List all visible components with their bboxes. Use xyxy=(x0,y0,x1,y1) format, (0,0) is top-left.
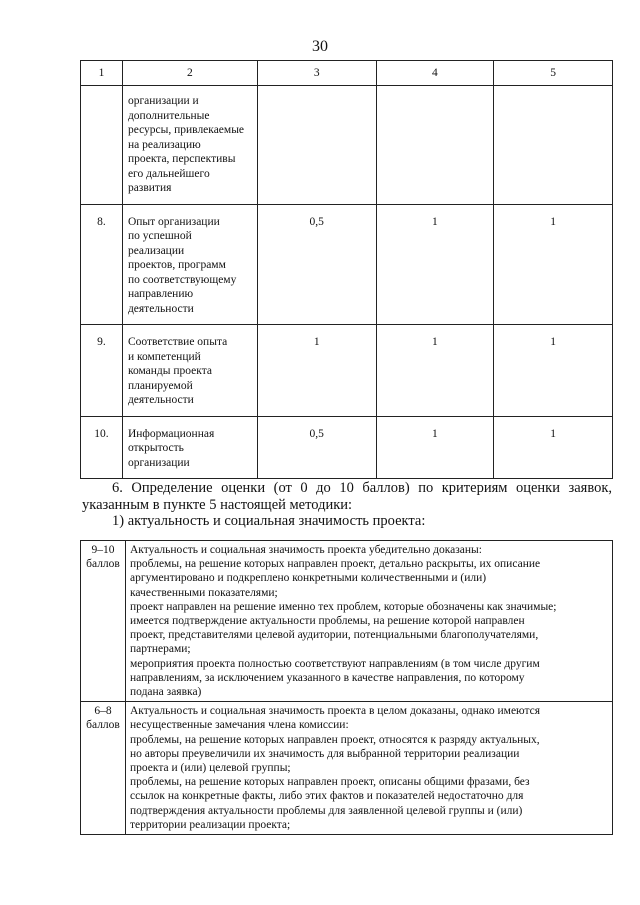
column-header: 5 xyxy=(494,61,613,86)
score-table xyxy=(80,540,613,835)
section-6-paragraph: 6. Определение оценки (от 0 до 10 баллов) по критериям оценки заявок, указанным в пункте 5 настоящей методики: xyxy=(82,480,612,513)
row-number: 10. xyxy=(81,416,123,479)
column-header: 4 xyxy=(376,61,494,86)
text-line: мероприятия проекта полностью соответствуют направлениям (в том числе другим xyxy=(130,657,540,670)
text-line: проект направлен на решение именно тех проблем, которые обозначены как значимые; xyxy=(130,600,557,613)
text-line: имеется подтверждение актуальности проблемы, на решение которой направлен xyxy=(130,615,525,628)
text-line: реализации xyxy=(127,244,185,257)
text-line: Соответствие опыта xyxy=(127,336,228,348)
row-number: 8. xyxy=(81,204,123,325)
text-line: организации и xyxy=(127,95,199,107)
value-cell: 0,5 xyxy=(257,204,376,325)
value-cell: 1 xyxy=(376,416,494,479)
text-line: организации xyxy=(127,456,190,469)
column-header: 3 xyxy=(257,61,376,86)
score-range-value: 6–8 xyxy=(94,705,112,718)
text-line: Актуальность и социальная значимость проекта убедительно доказаны: xyxy=(130,544,482,556)
score-row xyxy=(81,702,613,835)
text-line: подтверждения актуальности проблемы для заявленной целевой группы и (или) xyxy=(130,804,523,817)
text-line: подана заявка) xyxy=(130,686,202,699)
score-range-unit: баллов xyxy=(86,558,120,571)
score-range-value: 9–10 xyxy=(91,544,115,556)
text-line: направлению xyxy=(127,288,194,300)
value-cell: 1 xyxy=(494,204,613,325)
text-line: дополнительные xyxy=(127,109,210,122)
text-line: направлениям, за исключением указанного в качестве направления, по которому xyxy=(130,671,525,684)
text-line: проекта, перспективы xyxy=(127,153,236,165)
table-row xyxy=(81,204,613,325)
text-line: территории реализации проекта; xyxy=(130,818,291,831)
text-line: Опыт организации xyxy=(127,215,220,228)
value-cell: 1 xyxy=(494,416,613,479)
score-range xyxy=(81,702,126,835)
value-cell: 1 xyxy=(494,325,613,417)
score-range xyxy=(81,541,126,702)
text-line: Актуальность и социальная значимость проекта в целом доказаны, однако имеются xyxy=(130,705,541,718)
criteria-table xyxy=(80,60,613,479)
table-row xyxy=(81,416,613,479)
text-line: партнерами; xyxy=(130,643,191,656)
value-cell: 1 xyxy=(376,204,494,325)
row-number: 9. xyxy=(81,325,123,417)
text-line: ссылок на конкретные факты, либо этих фактов и показателей недостаточно для xyxy=(130,790,524,803)
value-cell xyxy=(494,86,613,205)
value-cell: 0,5 xyxy=(257,416,376,479)
text-line: аргументировано и подкреплено конкретными количественными и (или) xyxy=(130,572,487,585)
text-line: открытость xyxy=(127,442,184,454)
text-line: несущественные замечания члена комиссии: xyxy=(130,719,349,732)
criterion-text xyxy=(122,416,257,479)
criterion-text xyxy=(122,204,257,325)
text-line: на реализацию xyxy=(127,138,201,151)
value-cell: 1 xyxy=(257,325,376,417)
text-line: Информационная xyxy=(127,427,215,440)
table-header-row xyxy=(81,61,613,86)
score-description xyxy=(126,541,613,702)
text-line: по соответствующему xyxy=(127,273,237,286)
section-6-subheading: 1) актуальность и социальная значимость проекта: xyxy=(112,513,426,529)
text-line: и компетенций xyxy=(127,350,201,363)
table-row xyxy=(81,86,613,205)
column-header: 1 xyxy=(81,61,123,86)
text-line: проблемы, на решение которых направлен проект, детально раскрыты, их описание xyxy=(130,558,541,571)
column-header: 2 xyxy=(122,61,257,86)
text-line: проблемы, на решение которых направлен проект, относятся к разряду актуальных, xyxy=(130,733,540,746)
text-line: команды проекта xyxy=(127,365,212,377)
text-line: по успешной xyxy=(127,230,192,242)
row-number xyxy=(81,86,123,205)
value-cell xyxy=(257,86,376,205)
text-line: деятельности xyxy=(127,302,194,315)
score-description xyxy=(126,702,613,835)
value-cell: 1 xyxy=(376,325,494,417)
value-cell xyxy=(376,86,494,205)
text-line: планируемой xyxy=(127,379,193,392)
score-range-unit: баллов xyxy=(86,719,120,732)
text-line: ресурсы, привлекаемые xyxy=(127,124,245,136)
text-line: проекта и (или) целевой группы; xyxy=(130,762,291,775)
page-number: 30 xyxy=(312,38,328,55)
text-line: качественными показателями; xyxy=(130,586,278,599)
table-row xyxy=(81,325,613,417)
criterion-text xyxy=(122,325,257,417)
text-line: но авторы преувеличили их значимость для выбранной территории реализации xyxy=(130,747,520,760)
text-line: его дальнейшего xyxy=(127,167,210,180)
text-line: развития xyxy=(127,182,172,194)
criterion-text xyxy=(122,86,257,205)
text-line: проектов, программ xyxy=(127,259,226,271)
text-line: проблемы, на решение которых направлен проект, описаны общими фразами, без xyxy=(130,776,530,789)
score-row xyxy=(81,541,613,702)
text-line: деятельности xyxy=(127,394,194,406)
text-line: проект, представителями целевой аудитории, потенциальными благополучателями, xyxy=(130,629,539,642)
